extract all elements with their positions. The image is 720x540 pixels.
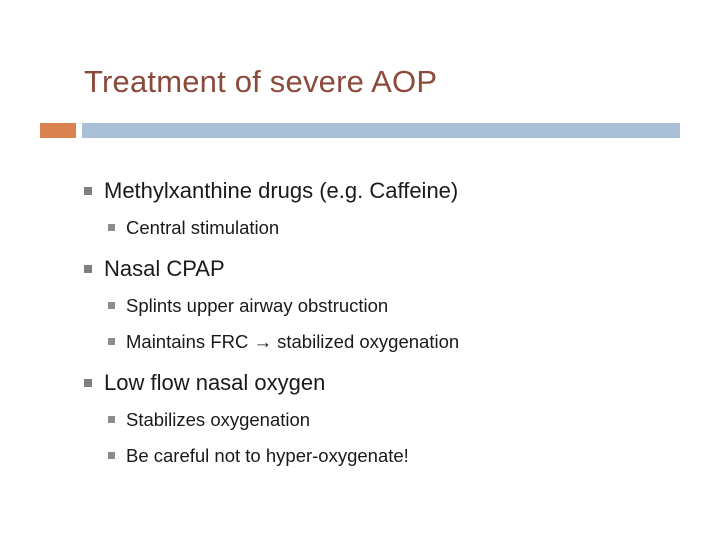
sub-bullet-text: Be careful not to hyper-oxygenate! — [126, 445, 409, 466]
bullet-text: Nasal CPAP — [104, 256, 225, 281]
sub-bullet-item — [80, 210, 700, 246]
title-accent-orange-bar — [40, 123, 76, 138]
sub-bullet-text: Maintains FRC → stabilized oxygenation — [126, 331, 460, 352]
square-bullet-icon — [108, 416, 115, 423]
bullet-item — [80, 364, 700, 402]
square-bullet-icon — [84, 379, 92, 387]
sub-bullet-item — [80, 402, 700, 438]
sub-bullet-text: Splints upper airway obstruction — [126, 295, 389, 316]
sub-bullet-item — [80, 438, 700, 474]
square-bullet-icon — [108, 338, 115, 345]
square-bullet-icon — [108, 452, 115, 459]
sub-bullet-item — [80, 288, 700, 324]
sub-bullet-text: Stabilizes oxygenation — [126, 409, 311, 430]
title-accent-blue-bar — [82, 123, 680, 138]
bullet-item — [80, 172, 700, 210]
bullet-list — [80, 172, 700, 474]
square-bullet-icon — [84, 265, 92, 273]
square-bullet-icon — [108, 224, 115, 231]
bullet-item — [80, 250, 700, 288]
bullet-text: Methylxanthine drugs (e.g. Caffeine) — [104, 178, 459, 203]
sub-bullet-text: Central stimulation — [126, 217, 280, 238]
square-bullet-icon — [84, 187, 92, 195]
slide-title: Treatment of severe AOP — [84, 64, 438, 99]
bullet-text: Low flow nasal oxygen — [104, 370, 326, 395]
square-bullet-icon — [108, 302, 115, 309]
sub-bullet-item — [80, 324, 700, 360]
